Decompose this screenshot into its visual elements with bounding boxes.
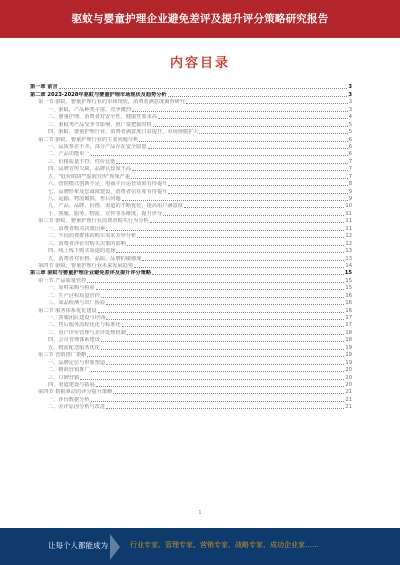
toc-leader-dots xyxy=(150,222,345,223)
toc-heading: 内容目录 xyxy=(169,56,230,71)
footer-divider-icon xyxy=(108,534,122,560)
toc-entry-label: 二、产品功能单一 xyxy=(48,151,90,158)
toc-entry-label: 六、营销模式创新不足，电商平台运营效果有待提升 xyxy=(48,181,168,188)
toc-entry-label: 三、用户评价管理与差评处理机制 xyxy=(48,329,126,336)
toc-entry-label: 一、消费者购买决策因素 xyxy=(48,225,106,232)
toc-entry-label: 第四节 驱蚊、婴童护理行业未来发展趋势 xyxy=(38,262,134,269)
toc-entry[interactable] xyxy=(30,329,352,336)
toc-entry-label: 五、物流配送服务优化 xyxy=(48,344,100,351)
toc-entry[interactable] xyxy=(30,248,352,255)
toc-leader-dots xyxy=(134,267,344,268)
toc-leader-dots xyxy=(152,274,344,275)
toc-entry-page: 8 xyxy=(348,181,352,188)
toc-entry-page: 21 xyxy=(345,404,352,411)
toc-entry-label: 三、口碑营销 xyxy=(48,374,80,381)
toc-entry[interactable] xyxy=(30,136,352,143)
toc-entry-label: 四、线上线下购买渠道的选择 xyxy=(48,248,116,255)
toc-entry-page: 15 xyxy=(345,285,352,292)
toc-entry-page: 7 xyxy=(348,158,352,165)
toc-entry-label: 第二节 服务体系优化建设 xyxy=(38,307,97,314)
toc-leader-dots xyxy=(199,133,347,134)
toc-entry[interactable] xyxy=(30,218,352,225)
toc-entry[interactable] xyxy=(30,263,352,270)
toc-leader-dots xyxy=(87,356,344,357)
toc-entry-page: 3 xyxy=(348,84,352,91)
toc-entry-page: 11 xyxy=(345,218,352,225)
toc-list xyxy=(30,84,352,411)
toc-leader-dots xyxy=(158,118,348,119)
toc-entry-page: 18 xyxy=(345,337,352,344)
toc-entry-label: 二、精准营销推广 xyxy=(48,367,90,374)
toc-entry-page: 16 xyxy=(345,307,352,314)
toc-entry-page: 6 xyxy=(348,136,352,143)
toc-entry-page: 17 xyxy=(345,322,352,329)
toc-leader-dots xyxy=(148,148,348,149)
toc-entry[interactable] xyxy=(30,352,352,359)
toc-entry[interactable] xyxy=(30,344,352,351)
toc-entry[interactable] xyxy=(30,158,352,165)
toc-entry-label: 二、婴童护理，消费者对安全性、健康性要求高 xyxy=(48,114,157,121)
toc-entry-page: 10 xyxy=(345,203,352,210)
toc-entry-label: 二、生产过程质量管控 xyxy=(48,292,100,299)
toc-entry-label: 七、品牌形象及忠诚度建设，消费者信任度有待提升 xyxy=(48,188,168,195)
toc-leader-dots xyxy=(101,349,345,350)
toc-entry-page: 20 xyxy=(345,374,352,381)
toc-entry-page: 19 xyxy=(345,359,352,366)
toc-entry[interactable] xyxy=(30,367,352,374)
toc-entry-page: 11 xyxy=(345,225,352,232)
toc-entry-label: 四、会员管理体系建设 xyxy=(48,337,100,344)
toc-entry-page: 16 xyxy=(345,292,352,299)
toc-leader-dots xyxy=(98,312,345,313)
toc-leader-dots xyxy=(59,88,348,89)
toc-leader-dots xyxy=(113,393,344,394)
toc-leader-dots xyxy=(186,103,348,104)
toc-entry-page: 18 xyxy=(345,329,352,336)
toc-leader-dots xyxy=(87,282,344,283)
toc-entry[interactable] xyxy=(30,233,352,240)
toc-entry-label: 第一章 前言 xyxy=(30,84,58,91)
toc-leader-dots xyxy=(139,141,347,142)
toc-entry-page: 13 xyxy=(345,255,352,262)
report-title: 驱蚊与婴童护理企业避免差评及提升评分策略研究报告 xyxy=(71,13,329,25)
toc-entry[interactable] xyxy=(30,404,352,411)
toc-entry-page: 7 xyxy=(348,166,352,173)
toc-leader-dots xyxy=(168,185,347,186)
toc-entry[interactable] xyxy=(30,121,352,128)
toc-entry-page: 7 xyxy=(348,173,352,180)
toc-entry[interactable] xyxy=(30,374,352,381)
toc-leader-dots xyxy=(91,371,345,372)
toc-leader-dots xyxy=(168,193,347,194)
toc-leader-dots xyxy=(96,289,345,290)
toc-entry-label: 三、驱蚊类产品受季节影响，推广要把握时机 xyxy=(48,121,152,128)
toc-entry-label: 一、客服团队建设与培训 xyxy=(48,315,106,321)
toc-entry[interactable] xyxy=(30,396,352,403)
toc-entry-label: 一、品牌定位与形象塑造 xyxy=(48,359,106,366)
toc-entry[interactable] xyxy=(30,277,352,284)
toc-entry-page: 4 xyxy=(348,114,352,121)
toc-entry-label: 四、品牌宣传欠缺，品牌认知度不高 xyxy=(48,166,132,173)
toc-entry-label: 一、品质参差不齐，部分产品存在安全隐患 xyxy=(48,143,147,150)
toc-leader-dots xyxy=(163,215,344,216)
toc-entry-page: 19 xyxy=(345,352,352,359)
toc-leader-dots xyxy=(116,252,344,253)
toc-entry-page: 16 xyxy=(345,300,352,307)
toc-entry[interactable] xyxy=(30,307,352,314)
toc-leader-dots xyxy=(127,334,345,335)
toc-entry[interactable] xyxy=(30,285,352,292)
toc-entry-label: 第三节 驱蚊、婴童护理行业消费者购买行为分析 xyxy=(38,218,149,225)
toc-entry[interactable] xyxy=(30,196,352,203)
toc-entry-label: 一、驱蚊，产品种类丰富，竞争激烈 xyxy=(48,106,132,113)
toc-entry[interactable] xyxy=(30,188,352,195)
toc-entry-label: 八、运输、物流破损，售后问题 xyxy=(48,196,121,202)
toc-leader-dots xyxy=(132,111,348,112)
toc-leader-dots xyxy=(106,230,344,231)
toc-entry-page: 12 xyxy=(345,233,352,240)
toc-entry-label: 三、成品检测与出厂检验 xyxy=(48,300,106,307)
toc-leader-dots xyxy=(168,96,348,97)
toc-entry-label: 三、消费者评价对购买决策的影响 xyxy=(48,240,126,247)
toc-entry-page: 19 xyxy=(345,344,352,351)
toc-entry-page: 17 xyxy=(345,315,352,321)
toc-leader-dots xyxy=(116,163,347,164)
toc-entry[interactable] xyxy=(30,129,352,136)
toc-entry[interactable] xyxy=(30,315,352,322)
toc-entry-label: 第三章 驱蚊与婴童护理企业避免差评及提升评分策略 xyxy=(30,270,152,277)
toc-entry[interactable] xyxy=(30,359,352,366)
toc-entry[interactable] xyxy=(30,210,352,217)
toc-leader-dots xyxy=(131,178,348,179)
toc-leader-dots xyxy=(91,155,348,156)
toc-leader-dots xyxy=(132,170,348,171)
toc-entry-page: 21 xyxy=(345,389,352,396)
toc-entry-page: 5 xyxy=(348,129,352,136)
toc-entry-label: 第一节 驱蚊、婴童护理行业的市场现状，消费者满意度调查研究 xyxy=(38,99,185,106)
toc-entry-page: 15 xyxy=(345,277,352,284)
footer-slogan: 让每个人都能成为 xyxy=(48,541,108,550)
toc-leader-dots xyxy=(91,401,345,402)
toc-leader-dots xyxy=(106,364,344,365)
footer-banner xyxy=(0,528,400,565)
toc-entry[interactable] xyxy=(30,300,352,307)
toc-entry-label: 第一节 产品质量管控 xyxy=(38,277,87,284)
toc-entry[interactable] xyxy=(30,292,352,299)
toc-entry-page: 3 xyxy=(348,99,352,106)
toc-entry-page: 5 xyxy=(348,121,352,128)
toc-entry-page: 3 xyxy=(348,106,352,113)
toc-entry[interactable] xyxy=(30,225,352,232)
toc-entry[interactable] xyxy=(30,144,352,151)
toc-entry-page: 20 xyxy=(345,367,352,374)
toc-leader-dots xyxy=(122,326,345,327)
toc-leader-dots xyxy=(106,319,344,320)
toc-leader-dots xyxy=(127,245,345,246)
toc-entry-page: 9 xyxy=(348,196,352,202)
toc-entry-page: 12 xyxy=(345,240,352,247)
toc-entry[interactable] xyxy=(30,166,352,173)
toc-entry[interactable] xyxy=(30,240,352,247)
toc-entry[interactable] xyxy=(30,203,352,210)
page-number: 1 xyxy=(198,510,202,516)
footer-roles: 行业专家、管理专家、营销专家、战略专家、成功企业家…… xyxy=(130,541,319,549)
toc-entry[interactable] xyxy=(30,173,352,180)
toc-entry[interactable] xyxy=(30,389,352,396)
toc-leader-dots xyxy=(101,341,345,342)
toc-entry[interactable] xyxy=(30,181,352,188)
toc-leader-dots xyxy=(80,379,344,380)
toc-entry-label: 第四节 数据驱动的评分提升策略 xyxy=(38,389,113,396)
toc-entry-label: 四、渠道建设与拓展 xyxy=(48,381,95,388)
toc-entry-page: 11 xyxy=(345,210,352,217)
toc-entry-page: 14 xyxy=(345,262,352,269)
toc-entry-page: 6 xyxy=(348,151,352,158)
report-header-banner xyxy=(0,0,400,38)
toc-entry[interactable] xyxy=(30,99,352,106)
toc-entry[interactable] xyxy=(30,84,352,91)
toc-entry-label: 二、售后服务流程优化与标准化 xyxy=(48,322,121,329)
toc-leader-dots xyxy=(122,200,348,201)
toc-entry-page: 21 xyxy=(345,396,352,403)
toc-leader-dots xyxy=(142,260,344,261)
toc-entry-label: 四、驱蚊、婴童护理行业，消费者满意度日益提升，市场规模扩大 xyxy=(48,129,199,136)
toc-entry-label: 五、"低价陷阱""虚假宣传"现象严重 xyxy=(48,173,131,180)
toc-entry-label: 第二章 2023-2028年驱蚊与婴童护理市场现状及趋势分析 xyxy=(30,91,167,98)
toc-entry-label: 一、原料采购与检验 xyxy=(48,285,95,292)
toc-entry-label: 第二节 驱蚊、婴童护理行业的主要问题分析 xyxy=(38,136,139,143)
toc-entry-label: 三、价格质量不符，性价比低 xyxy=(48,158,116,165)
toc-entry-page: 13 xyxy=(345,248,352,255)
toc-entry[interactable] xyxy=(30,91,352,98)
toc-entry[interactable] xyxy=(30,270,352,277)
toc-entry-label: 十、客服、服务、物流、宣传等多维度，提升评分 xyxy=(48,210,163,217)
toc-leader-dots xyxy=(106,408,344,409)
toc-entry-page: 20 xyxy=(345,381,352,388)
toc-leader-dots xyxy=(137,237,344,238)
toc-entry-label: 九、产品、品牌、价格、渠道的不断优化，提高用户满意度 xyxy=(48,203,183,210)
toc-entry[interactable] xyxy=(30,322,352,329)
toc-leader-dots xyxy=(101,297,345,298)
toc-entry-page: 3 xyxy=(348,91,352,98)
toc-entry[interactable] xyxy=(30,114,352,121)
toc-leader-dots xyxy=(153,126,348,127)
toc-entry[interactable] xyxy=(30,106,352,113)
toc-entry-label: 二、不同消费群体的购买需求差异分析 xyxy=(48,233,137,240)
toc-entry-label: 一、评价数据分析 xyxy=(48,396,90,403)
toc-entry[interactable] xyxy=(30,151,352,158)
toc-leader-dots xyxy=(184,207,345,208)
toc-entry-label: 二、差评原因分析与改进 xyxy=(48,404,106,411)
toc-entry-page: 9 xyxy=(348,188,352,195)
toc-entry-label: 第三节 营销推广策略 xyxy=(38,352,87,359)
toc-leader-dots xyxy=(96,386,345,387)
toc-entry-label: 五、消费者对价格、品质、品牌的敏感度 xyxy=(48,255,142,262)
toc-entry[interactable] xyxy=(30,337,352,344)
toc-entry[interactable] xyxy=(30,255,352,262)
toc-entry-page: 6 xyxy=(348,143,352,150)
toc-entry-page: 15 xyxy=(344,270,352,277)
toc-leader-dots xyxy=(106,304,344,305)
toc-entry[interactable] xyxy=(30,382,352,389)
